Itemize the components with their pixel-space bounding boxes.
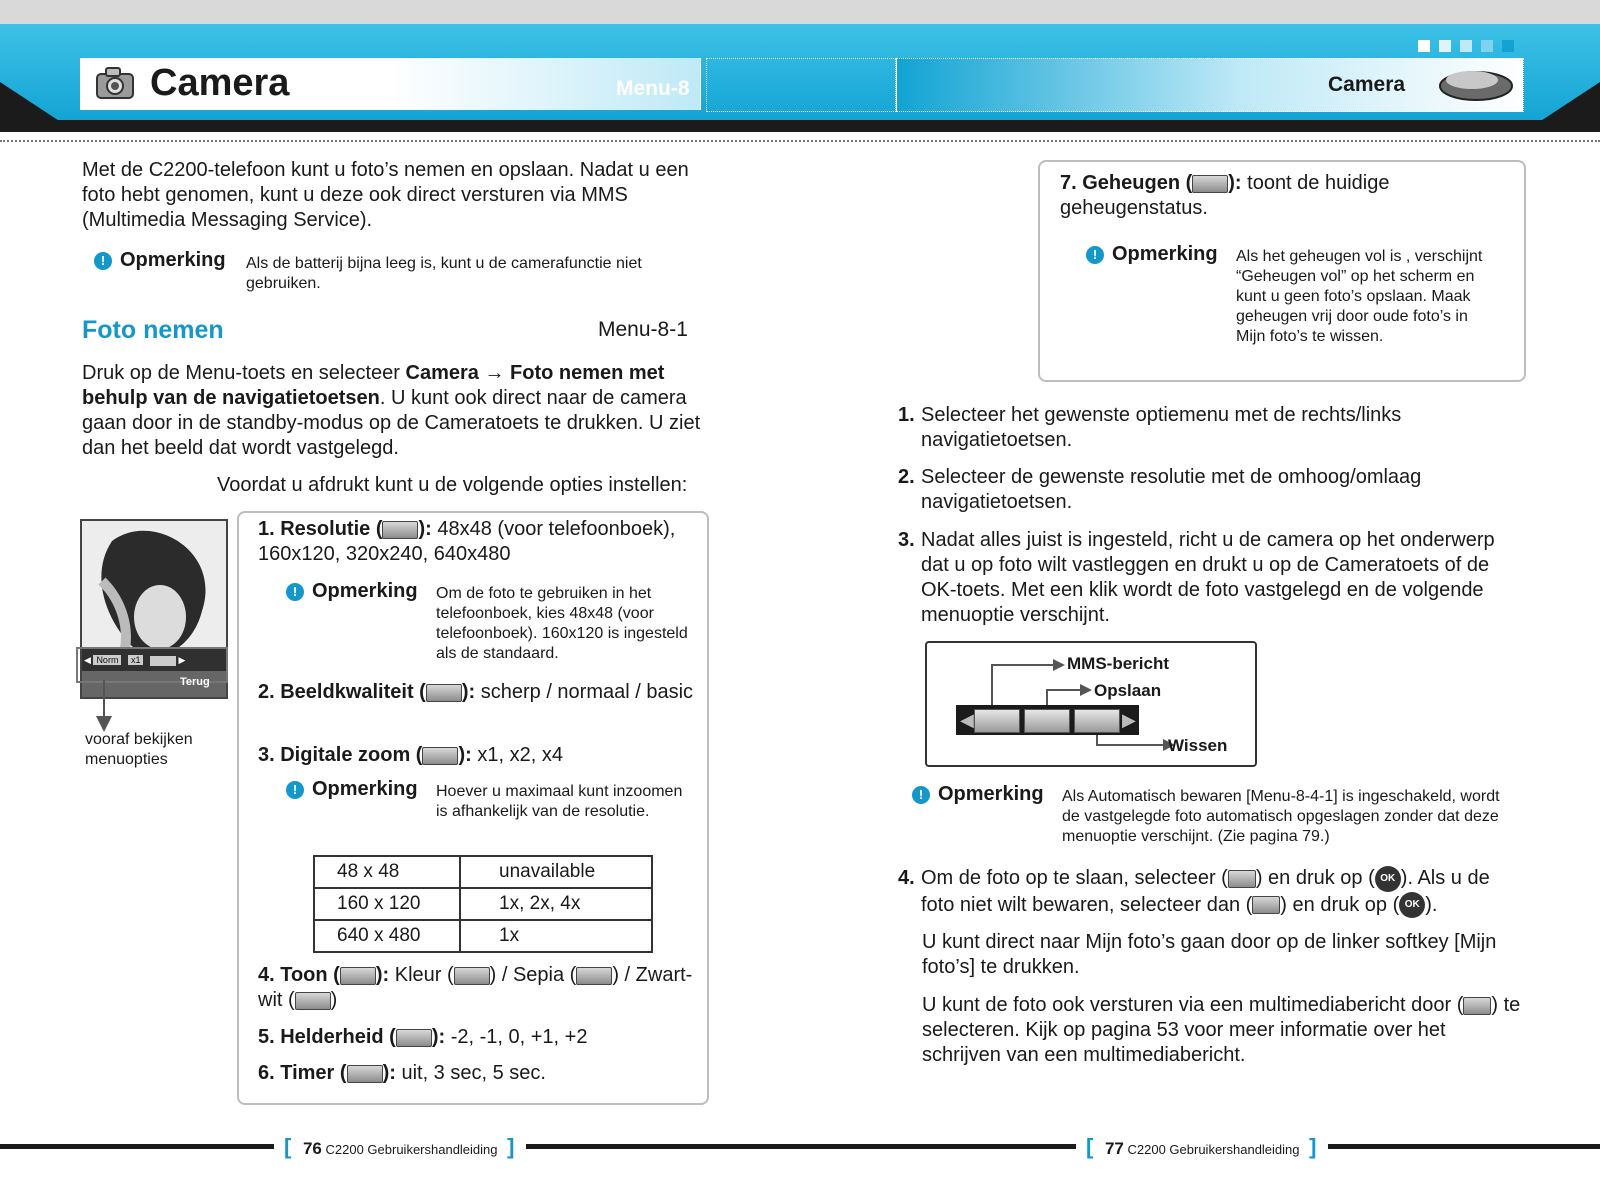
page-title: Camera — [150, 62, 290, 104]
instruction-text: Druk op de Menu-toets en selecteer — [82, 362, 406, 384]
option-title: 2. Beeldkwaliteit ( — [258, 681, 426, 703]
option-zoom — [258, 743, 698, 768]
zoom-icon: x1 — [128, 655, 144, 665]
footer-bracket: [ — [1086, 1134, 1094, 1159]
option-text: ) / Sepia ( — [489, 964, 577, 986]
note-auto-save — [912, 783, 1512, 845]
footer-line-left — [0, 1144, 274, 1149]
note-label: Opmerking — [938, 783, 1044, 805]
step-text: Selecteer de gewenste resolutie met de omhoog/omlaag navigatietoetsen. — [921, 466, 1422, 513]
option-title-end: ): — [418, 518, 432, 540]
option-title-end: ): — [382, 1062, 396, 1084]
step-text: ) en druk op ( — [1255, 867, 1375, 889]
page-number: 76 — [302, 1139, 322, 1158]
note-text: Als Automatisch bewaren [Menu-8-4-1] is ingeschakeld, wordt de vastgelegde foto automatisch opgeslagen zonder dat deze menuoptie verschijnt. (Zie pagina 79.) — [1062, 788, 1500, 845]
diagram-delete-label: Wissen — [1168, 736, 1228, 755]
table-cell: 1x, 2x, 4x — [460, 888, 651, 920]
right-header-title: Camera — [1328, 73, 1406, 96]
footer-line-right — [1328, 1144, 1600, 1149]
warning-icon: ! — [94, 252, 112, 270]
intro-paragraph: Met de C2200-telefoon kunt u foto’s nemen en opslaan. Nadat u een foto hebt genomen, kunt u deze ook direct versturen via MMS (Multimedia Messaging Service). — [82, 159, 689, 231]
warning-icon: ! — [912, 786, 930, 804]
warning-icon: ! — [286, 583, 304, 601]
header-square — [1502, 40, 1514, 52]
note-text: Als het geheugen vol is , verschijnt “Geheugen vol” op het scherm en kunt u geen foto’s opslaan. Maak geheugen vrij door oude foto’s in Mijn foto’s te wissen. — [1236, 248, 1483, 345]
camera-icon — [94, 62, 136, 109]
step-number: 4. — [898, 867, 915, 889]
step-4 — [898, 865, 1510, 918]
table-cell: 160 x 120 — [315, 888, 460, 920]
option-title: 5. Helderheid ( — [258, 1026, 396, 1048]
table-cell: 48 x 48 — [315, 857, 460, 888]
header-dotted-divider — [0, 140, 1600, 142]
option-title-end: ): — [375, 964, 390, 986]
option-title: 6. Timer ( — [258, 1062, 347, 1084]
footer-bracket: ] — [507, 1134, 515, 1159]
mms-icon — [974, 709, 1020, 733]
footer-left — [284, 1134, 514, 1160]
note-memory — [1086, 243, 1516, 345]
delete-icon — [1074, 709, 1120, 733]
preview-caption: vooraf bekijken menuopties — [85, 731, 193, 768]
timer-icon — [347, 1065, 383, 1083]
note-resolution — [286, 580, 706, 662]
zoom-icon — [422, 747, 458, 765]
step-1 — [898, 403, 1510, 453]
option-title-end: ): — [461, 681, 476, 703]
option-title-end: ): — [1228, 172, 1242, 194]
zoom-table — [313, 855, 653, 953]
option-title: 4. Toon ( — [258, 964, 340, 986]
option-resolution — [258, 517, 698, 567]
note-zoom — [286, 778, 706, 820]
right-arrow-icon: ▶ — [1122, 710, 1136, 730]
diagram-save-label: Opslaan — [1094, 681, 1162, 700]
table-cell: 640 x 480 — [315, 920, 460, 952]
header-right-panel — [896, 58, 1524, 112]
quality-icon — [426, 684, 462, 702]
option-quality — [258, 680, 698, 705]
phone-icon — [1436, 60, 1516, 111]
note-text: Hoever u maximaal kunt inzoomen is afhankelijk van de resolutie. — [436, 783, 683, 820]
footer-line-middle — [526, 1144, 1076, 1149]
step-number: 3. — [898, 529, 915, 551]
step-text: Om de foto op te slaan, selecteer ( — [921, 867, 1228, 889]
footer-right — [1086, 1134, 1316, 1160]
memory-icon — [1192, 175, 1228, 193]
tone-icon — [340, 967, 376, 985]
instruction-bold: Camera → Foto nemen met behulp van de navigatietoetsen — [82, 362, 665, 409]
note-label: Opmerking — [312, 580, 418, 602]
memory-icon — [150, 656, 176, 666]
step-text: ). Als u de foto niet wilt bewaren, selecteer dan ( — [921, 867, 1490, 916]
header-squares — [1418, 40, 1514, 52]
option-title: 3. Digitale zoom ( — [258, 744, 423, 766]
warning-icon: ! — [1086, 246, 1104, 264]
paragraph-my-photos: U kunt direct naar Mijn foto’s gaan door op de linker softkey [Mijn foto’s] te drukken. — [922, 931, 1497, 978]
norm-icon: Norm — [93, 655, 121, 665]
note-label: Opmerking — [120, 249, 226, 271]
step-text: ). — [1425, 893, 1438, 916]
table-cell: 1x — [460, 920, 651, 952]
step-text: Nadat alles juist is ingesteld, richt u de camera op het onderwerp dat u op foto wilt vastleggen en drukt u op de Cameratoets of de OK-toets. Met een klik wordt de foto vastgelegd en de volgende menuoptie verschijnt. — [921, 529, 1495, 626]
option-text: 48x48 (voor telefoonboek), 160x120, 320x240, 640x480 — [258, 518, 676, 565]
left-arrow-icon: ◀ — [960, 710, 974, 730]
header-square — [1460, 40, 1472, 52]
step-text: Selecteer het gewenste optiemenu met de rechts/links navigatietoetsen. — [921, 404, 1402, 451]
option-text: scherp / normaal / basic — [475, 681, 694, 703]
option-text: toont de huidige geheugenstatus. — [1060, 172, 1390, 219]
option-title: 7. Geheugen ( — [1060, 172, 1193, 194]
page-number: 77 — [1104, 1139, 1124, 1158]
note-label: Opmerking — [312, 778, 418, 800]
header-square — [1481, 40, 1493, 52]
option-text: x1, x2, x4 — [471, 744, 563, 766]
step-number: 1. — [898, 404, 915, 426]
diagram-mms-label: MMS-bericht — [1067, 654, 1169, 673]
options-intro: Voordat u afdrukt kunt u de volgende opties instellen: — [217, 474, 688, 496]
instruction-paragraph — [82, 361, 702, 461]
option-brightness — [258, 1025, 698, 1050]
option-text: ) / Zwart-wit ( — [258, 964, 693, 1011]
note-battery — [94, 249, 714, 292]
section-menu-number: Menu-8-1 — [598, 318, 688, 341]
paragraph-mms — [922, 993, 1522, 1068]
footer-manual-title: C2200 Gebruikershandleiding — [325, 1142, 498, 1157]
sepia-icon — [576, 967, 612, 985]
option-memory — [1060, 171, 1510, 221]
brightness-icon — [396, 1029, 432, 1047]
step-3 — [898, 528, 1516, 628]
paragraph-text: U kunt de foto ook versturen via een multimediabericht door ( — [922, 994, 1464, 1016]
table-row — [315, 888, 651, 920]
ok-button-icon: OK — [1399, 892, 1425, 918]
option-timer — [258, 1061, 698, 1086]
option-text: -2, -1, 0, +1, +2 — [445, 1026, 588, 1048]
preview-softkey: Terug — [180, 676, 210, 688]
note-text: Om de foto te gebruiken in het telefoonboek, kies 48x48 (voor telefoonboek). 160x120 is ingesteld als de standaard. — [436, 585, 688, 662]
section-title: Foto nemen — [82, 316, 224, 344]
table-row — [315, 857, 651, 888]
menu-number: Menu-8 — [616, 77, 690, 100]
top-strip — [0, 0, 1600, 24]
option-title-end: ): — [431, 1026, 446, 1048]
option-text: uit, 3 sec, 5 sec. — [395, 1062, 546, 1084]
delete-icon — [1252, 896, 1280, 914]
header-middle-panel — [706, 58, 896, 112]
table-cell: unavailable — [460, 857, 651, 888]
capture-menu-bar — [956, 705, 1139, 735]
instruction-text-end: . U kunt ook direct naar de camera gaan door in de standby-modus op de Cameratoets te drukken. U ziet dan het beeld dat wordt vastgelegd. — [82, 387, 701, 459]
footer-bracket: [ — [284, 1134, 292, 1159]
ok-button-icon: OK — [1375, 866, 1401, 892]
table-row — [315, 920, 651, 952]
color-icon — [454, 967, 490, 985]
note-label: Opmerking — [1112, 243, 1218, 265]
footer-bracket: ] — [1309, 1134, 1317, 1159]
down-arrow-icon — [96, 680, 112, 737]
save-icon — [1024, 709, 1070, 733]
option-tone — [258, 963, 698, 1013]
footer-manual-title: C2200 Gebruikershandleiding — [1127, 1142, 1300, 1157]
header-square — [1439, 40, 1451, 52]
step-2 — [898, 465, 1510, 515]
mms-icon — [1463, 997, 1491, 1015]
save-icon — [1228, 870, 1256, 888]
option-text: Kleur ( — [389, 964, 454, 986]
resolution-icon — [382, 521, 418, 539]
header-bar — [0, 120, 1600, 132]
warning-icon: ! — [286, 781, 304, 799]
paragraph-text: ) te selecteren. Kijk op pagina 53 voor meer informatie over het schrijven van een multimediabericht. — [922, 994, 1521, 1066]
step-text: ) en druk op ( — [1280, 893, 1400, 916]
option-text: ) — [330, 989, 338, 1011]
header-square — [1418, 40, 1430, 52]
note-text: Als de batterij bijna leeg is, kunt u de camerafunctie niet gebruiken. — [246, 255, 642, 292]
option-title-end: ): — [458, 744, 472, 766]
step-number: 2. — [898, 466, 915, 488]
option-title: 1. Resolutie ( — [258, 518, 383, 540]
preview-menu-icons: ◀ Norm x1 ▶ — [84, 655, 186, 665]
mono-icon — [295, 992, 331, 1010]
